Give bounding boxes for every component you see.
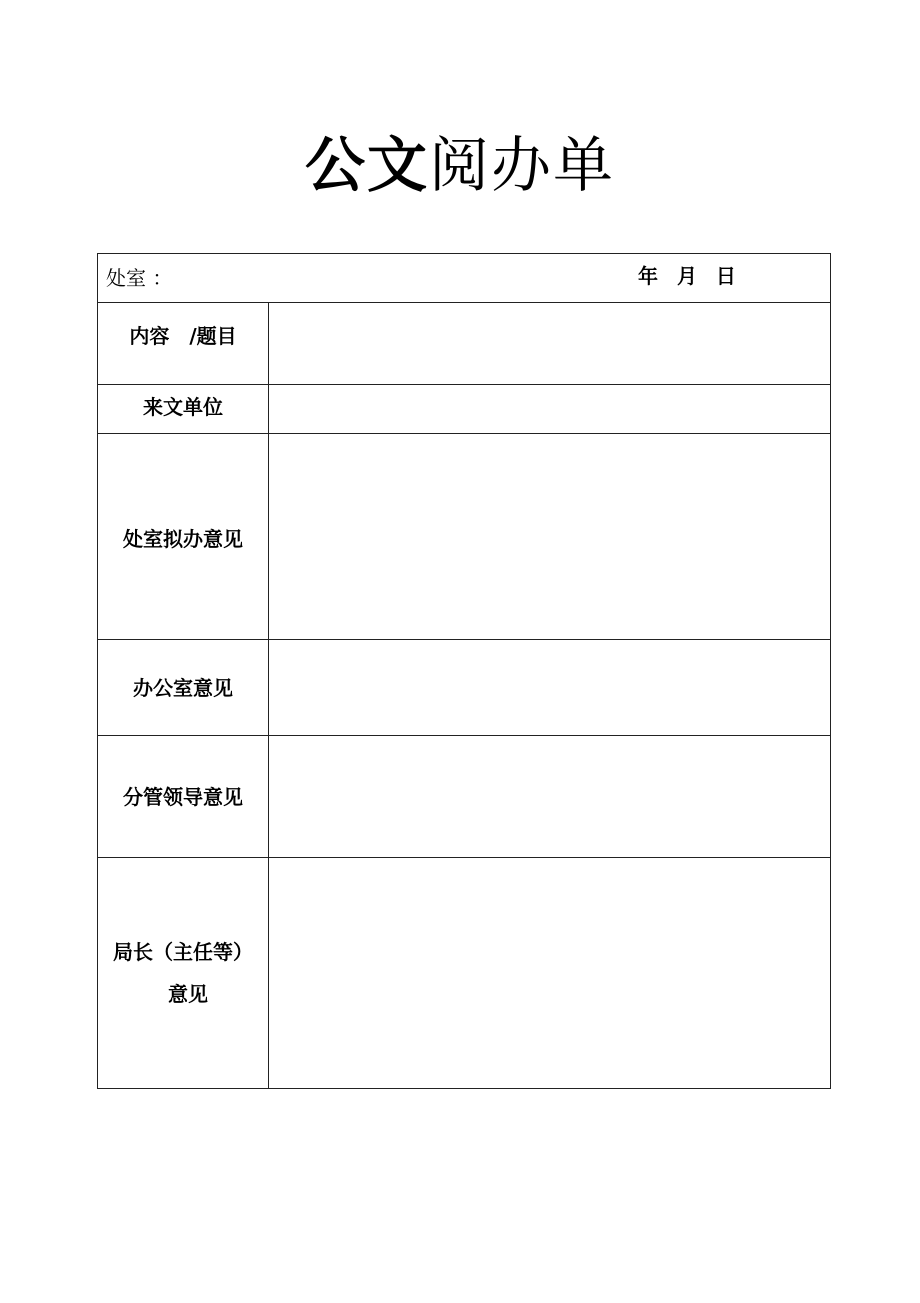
column-divider bbox=[268, 302, 269, 1088]
department-label: 处室 ： bbox=[106, 266, 173, 290]
approval-form-table bbox=[97, 253, 831, 1089]
supervising-leader-opinion-field[interactable] bbox=[270, 737, 830, 857]
director-label-line2: 意见 bbox=[168, 982, 208, 1006]
department-proposal-field[interactable] bbox=[270, 435, 830, 639]
document-title bbox=[0, 128, 920, 204]
title-normal-part: 阅办单 bbox=[429, 131, 615, 201]
director-label-line1: 局长（主任等） bbox=[113, 940, 253, 964]
content-subject-field[interactable] bbox=[270, 304, 830, 384]
office-opinion-field[interactable] bbox=[270, 641, 830, 735]
row-label-department-proposal: 处室拟办意见 bbox=[123, 527, 243, 551]
sender-unit-field[interactable] bbox=[270, 385, 830, 433]
row-divider bbox=[98, 857, 830, 858]
date-label[interactable]: 年 月 日 bbox=[638, 264, 742, 288]
row-divider bbox=[98, 735, 830, 736]
row-divider bbox=[98, 639, 830, 640]
row-label-office-opinion: 办公室意见 bbox=[133, 676, 233, 700]
row-label-sender-unit: 来文单位 bbox=[143, 395, 223, 419]
row-label-supervising-leader-opinion: 分管领导意见 bbox=[123, 785, 243, 809]
director-opinion-field[interactable] bbox=[270, 859, 830, 1088]
row-divider bbox=[98, 433, 830, 434]
row-label-director-opinion bbox=[98, 859, 268, 1088]
title-bold-part: 公文 bbox=[305, 131, 429, 201]
row-divider bbox=[98, 302, 830, 303]
row-label-content-subject: 内容 /题目 bbox=[129, 324, 237, 348]
